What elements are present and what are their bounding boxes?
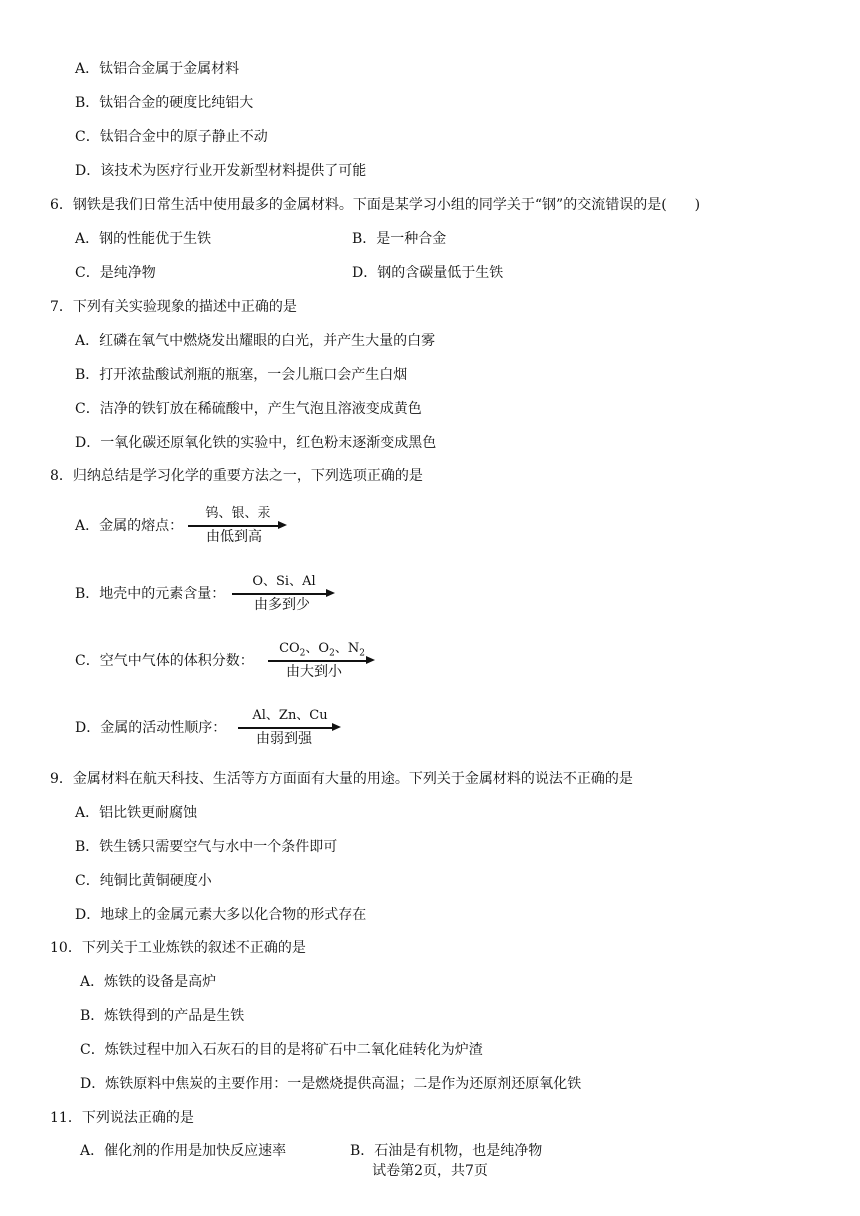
q10-option-b: B．炼铁得到的产品是生铁 [80,1008,245,1024]
arrow-head-icon [278,521,287,529]
q8-option-d-arrow [238,708,342,748]
arrow-line [232,593,328,595]
q5-option-a: A．钛铝合金属于金属材料 [75,61,240,77]
arrow-head-icon [326,589,335,597]
q6-option-a: A．钢的性能优于生铁 [75,231,212,247]
q5-option-d: D．该技术为医疗行业开发新型材料提供了可能 [75,163,367,179]
q7-option-d: D．一氧化碳还原氧化铁的实验中，红色粉末逐渐变成黑色 [75,435,437,451]
q5-option-c: C．钛铝合金中的原子静止不动 [75,129,268,145]
arrow-head-icon [366,656,375,664]
q8-option-c-label: C．空气中气体的体积分数： [75,653,254,669]
q7-option-c: C．洁净的铁钉放在稀硫酸中，产生气泡且溶液变成黄色 [75,401,422,417]
q8-option-d-sequence: Al、Zn、Cu [252,708,328,723]
page-footer: 试卷第2页，共7页 [372,1163,488,1179]
arrow-line [188,525,280,527]
q11-stem: 11．下列说法正确的是 [50,1110,194,1126]
q8-option-d-label: D．金属的活动性顺序： [75,720,227,736]
q8-option-a-sequence: 钨、银、汞 [205,506,271,521]
q10-option-d: D．炼铁原料中焦炭的主要作用：一是燃烧提供高温；二是作为还原剂还原氧化铁 [80,1076,582,1092]
q8-option-b-arrow [232,574,336,614]
q8-option-c-sequence: $CO_2$、$O_2$、$N_2$ [279,641,365,659]
q10-stem: 10．下列关于工业炼铁的叙述不正确的是 [50,940,306,956]
q6-option-d: D．钢的含碳量低于生铁 [352,265,504,281]
q7-option-b: B．打开浓盐酸试剂瓶的瓶塞，一会儿瓶口会产生白烟 [75,367,408,383]
arrow-line [238,727,334,729]
q8-option-d-order: 由弱到强 [256,731,312,747]
arrow-head-icon [332,723,341,731]
q11-option-a: A．催化剂的作用是加快反应速率 [80,1143,287,1159]
q8-option-b-sequence: O、Si、Al [252,574,316,589]
q7-stem: 7．下列有关实验现象的描述中正确的是 [50,299,297,315]
q9-stem: 9．金属材料在航天科技、生活等方方面面有大量的用途。下列关于金属材料的说法不正确的是 [50,771,633,787]
q6-stem: 6．钢铁是我们日常生活中使用最多的金属材料。下面是某学习小组的同学关于“钢”的交流错误的是( ) [50,197,701,213]
q8-option-c-arrow [268,641,376,681]
q6-option-b: B．是一种合金 [352,231,447,247]
q10-option-c: C．炼铁过程中加入石灰石的目的是将矿石中二氧化硅转化为炉渣 [80,1042,483,1058]
q6-option-c: C．是纯净物 [75,265,156,281]
q8-stem: 8．归纳总结是学习化学的重要方法之一，下列选项正确的是 [50,468,423,484]
q8-option-b-order: 由多到少 [254,597,310,613]
q9-option-a: A．铝比铁更耐腐蚀 [75,805,198,821]
q11-option-b: B．石油是有机物，也是纯净物 [350,1143,543,1159]
q9-option-c: C．纯铜比黄铜硬度小 [75,873,212,889]
q8-option-b-label: B．地壳中的元素含量： [75,586,226,602]
q9-option-b: B．铁生锈只需要空气与水中一个条件即可 [75,839,338,855]
q8-option-a-label: A．金属的熔点： [75,518,184,534]
q9-option-d: D．地球上的金属元素大多以化合物的形式存在 [75,907,367,923]
q8-option-a-arrow [188,506,288,546]
q8-option-c-order: 由大到小 [286,664,342,680]
q10-option-a: A．炼铁的设备是高炉 [80,974,217,990]
q8-option-a-order: 由低到高 [206,529,262,545]
q5-option-b: B．钛铝合金的硬度比纯铝大 [75,95,254,111]
q7-option-a: A．红磷在氧气中燃烧发出耀眼的白光，并产生大量的白雾 [75,333,436,349]
arrow-line [268,660,368,662]
